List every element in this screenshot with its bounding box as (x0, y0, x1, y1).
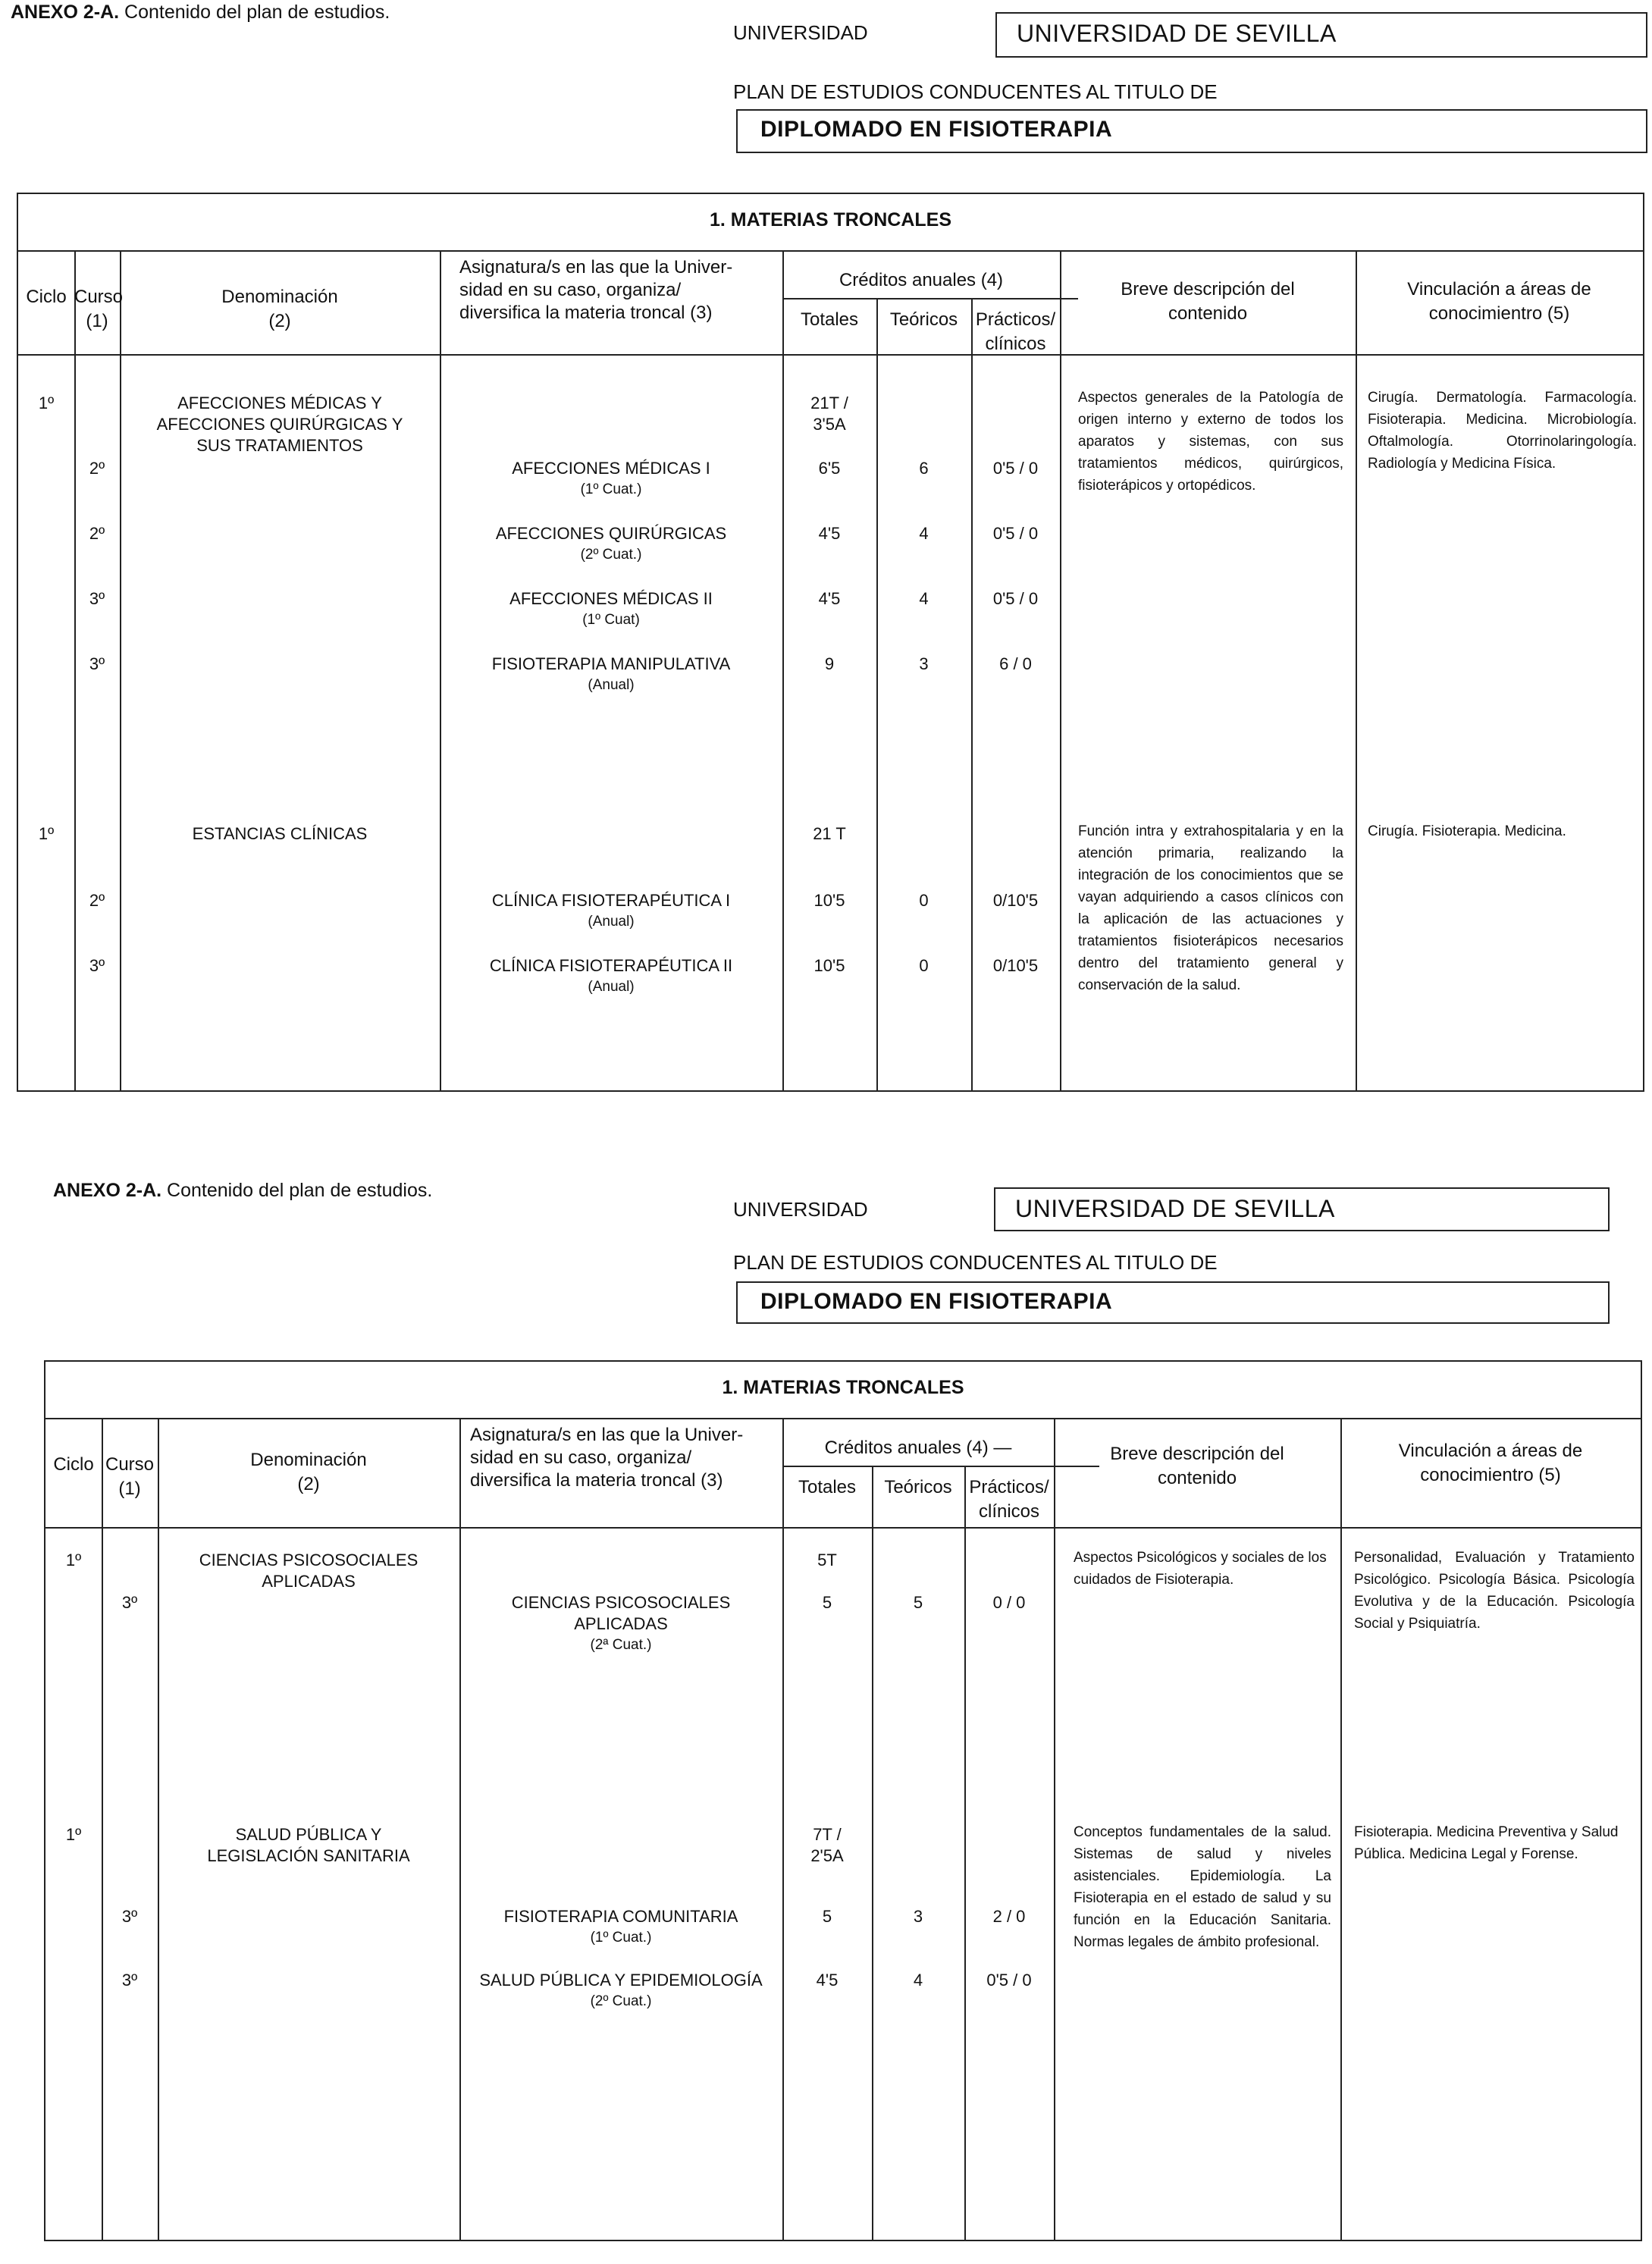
header-breve-line: Breve descripción del (1110, 1444, 1284, 1464)
row-practicos: 0'5 / 0 (992, 459, 1039, 478)
row-asignatura (440, 955, 782, 998)
header-asignatura-line: diversifica la materia troncal (3) (459, 303, 713, 323)
header-asignatura-line: Asignatura/s en las que la Univer- (459, 257, 733, 278)
universidad-label: UNIVERSIDAD (733, 1198, 868, 1221)
row-asignatura (440, 458, 782, 500)
group-totales (782, 823, 876, 845)
header-curso-label: Curso (105, 1454, 155, 1475)
header-asignatura-line: sidad en su caso, organiza/ (459, 280, 682, 300)
header-vinculacion (1340, 1439, 1641, 1488)
asignatura-name: AFECCIONES QUIRÚRGICAS (495, 524, 727, 543)
row-asignatura (459, 1970, 782, 2012)
group-vinculacion: Fisioterapia. Medicina Preventiva y Salud Pública. Medicina Legal y Forense. (1354, 1824, 1619, 1862)
row-teoricos: 4 (919, 589, 929, 608)
header-breve (1060, 278, 1356, 326)
row-teoricos: 3 (919, 654, 929, 673)
row-asignatura (440, 654, 782, 696)
header-vinculacion-line: conocimientro (5) (1428, 303, 1570, 324)
header-denominacion-note: (2) (268, 311, 291, 331)
header-denominacion (120, 285, 440, 334)
row-totales: 4'5 (818, 589, 841, 608)
group-totales (782, 393, 876, 435)
group-denominacion (120, 823, 440, 845)
header-denominacion-label: Denominación (250, 1450, 367, 1470)
denominacion-line: AFECCIONES QUIRÚRGICAS Y (156, 415, 403, 434)
header-curso-note: (1) (118, 1478, 141, 1499)
row-asignatura (440, 588, 782, 631)
anexo-label: ANEXO 2-A. (53, 1180, 162, 1201)
row-curso: 2º (89, 891, 105, 910)
asignatura-name: CLÍNICA FISIOTERAPÉUTICA I (491, 891, 731, 910)
header-practicos-line: clínicos (978, 1501, 1040, 1522)
asignatura-name: FISIOTERAPIA COMUNITARIA (503, 1907, 738, 1926)
group-descripcion: Función intra y extrahospitalaria y en la atención primaria, realizando la integración de los conocimientos que se vayan adquiriendo a casos clínicos con la aplicación de las actuaciones y tratamientos fisioterápicos necesarios dentro del tratamiento general y conservación de la salud. (1078, 823, 1343, 993)
header-totales: Totales (798, 1477, 857, 1497)
row-teoricos: 4 (919, 524, 929, 543)
header-denominacion-label: Denominación (221, 287, 338, 307)
header-breve-line: Breve descripción del (1121, 279, 1295, 299)
asignatura-name: CLÍNICA FISIOTERAPÉUTICA II (489, 956, 733, 975)
header-breve-line: contenido (1168, 303, 1248, 324)
group-totales (782, 1824, 872, 1867)
row-teoricos: 4 (913, 1971, 923, 1990)
plan-label: PLAN DE ESTUDIOS CONDUCENTES AL TITULO DE (733, 80, 1218, 103)
asignatura-periodo: (Anual) (588, 677, 635, 693)
row-asignatura (459, 1906, 782, 1949)
totales-line: 2'5A (810, 1846, 844, 1865)
asignatura-periodo: (1º Cuat) (582, 612, 640, 628)
header-asignatura-line: Asignatura/s en las que la Univer- (470, 1425, 744, 1445)
header-breve-line: contenido (1157, 1468, 1237, 1488)
materias-table (44, 1360, 1642, 2241)
row-teoricos: 5 (913, 1593, 923, 1612)
asignatura-periodo: (Anual) (588, 979, 635, 995)
totales-line: 3'5A (813, 415, 846, 434)
materias-table (17, 193, 1644, 1092)
asignatura-name: AFECCIONES MÉDICAS II (509, 589, 713, 608)
group-vinculacion: Personalidad, Evaluación y Tratamiento Psicológico. Psicología Básica. Psicología Evolutiva y de la Educación. Psicología Social y Psiquiatría. (1354, 1550, 1635, 1632)
asignatura-periodo: (Anual) (588, 914, 635, 930)
group-denominacion (120, 393, 440, 456)
header-curso (102, 1453, 158, 1501)
row-teoricos: 3 (913, 1907, 923, 1926)
row-practicos: 0 / 0 (992, 1593, 1026, 1612)
asignatura-name: FISIOTERAPIA MANIPULATIVA (491, 654, 731, 673)
universidad-box: UNIVERSIDAD DE SEVILLA (995, 12, 1647, 58)
header-curso (74, 285, 124, 334)
header-asignatura (459, 256, 778, 325)
titulo-box: DIPLOMADO EN FISIOTERAPIA (736, 1281, 1610, 1324)
denominacion-line: ESTANCIAS CLÍNICAS (192, 824, 368, 843)
header-totales: Totales (800, 309, 859, 330)
anexo-title (11, 2, 390, 24)
row-curso: 3º (121, 1971, 138, 1990)
row-curso: 3º (89, 654, 105, 673)
row-totales: 4'5 (816, 1971, 839, 1990)
asignatura-name: CIENCIAS PSICOSOCIALES (511, 1593, 731, 1612)
header-practicos (964, 1475, 1054, 1524)
header-creditos: Créditos anuales (4) (839, 270, 1004, 290)
anexo-subtitle: Contenido del plan de estudios. (167, 1180, 433, 1201)
anexo-label: ANEXO 2-A. (11, 2, 120, 23)
asignatura-periodo: (2º Cuat.) (580, 547, 642, 563)
row-totales: 9 (824, 654, 835, 673)
group-vinculacion: Cirugía. Fisioterapia. Medicina. (1368, 823, 1566, 839)
totales-line: 7T / (813, 1825, 842, 1844)
row-totales: 5 (822, 1907, 832, 1926)
row-practicos: 0'5 / 0 (992, 524, 1039, 543)
row-practicos: 0'5 / 0 (992, 589, 1039, 608)
group-descripcion: Aspectos generales de la Patología de origen interno y externo de todos los aparatos y sistemas, con sus tratamientos médicos, quirúrgicos, fisioterápicos y ortopédicos. (1078, 390, 1343, 494)
totales-line: 21 T (813, 824, 846, 843)
row-teoricos: 6 (919, 459, 929, 478)
group-ciclo: 1º (65, 1825, 82, 1844)
row-practicos: 0'5 / 0 (986, 1971, 1032, 1990)
group-vinculacion: Cirugía. Dermatología. Farmacología. Fisioterapia. Medicina. Microbiología. Oftalmología. Otorrinolaringología. Radiología y Medicina Física. (1368, 390, 1637, 472)
header-practicos-line: Prácticos/ (975, 309, 1056, 330)
group-denominacion (158, 1550, 459, 1592)
denominacion-line: SUS TRATAMIENTOS (196, 436, 363, 455)
denominacion-line: SALUD PÚBLICA Y (235, 1825, 382, 1844)
header-vinculacion-line: Vinculación a áreas de (1407, 279, 1591, 299)
header-breve (1054, 1442, 1340, 1491)
header-denominacion-note: (2) (297, 1474, 320, 1494)
row-asignatura (459, 1592, 782, 1656)
row-curso: 3º (121, 1593, 138, 1612)
row-totales: 6'5 (818, 459, 841, 478)
row-totales: 10'5 (813, 891, 845, 910)
header-curso-note: (1) (86, 311, 108, 331)
row-curso: 3º (89, 589, 105, 608)
row-totales: 5 (822, 1593, 832, 1612)
header-ciclo: Ciclo (26, 287, 67, 307)
asignatura-name-line2: APLICADAS (574, 1614, 668, 1633)
header-practicos-line: clínicos (985, 334, 1046, 354)
header-denominacion (158, 1448, 459, 1497)
group-descripcion: Aspectos Psicológicos y sociales de los cuidados de Fisioterapia. (1074, 1550, 1327, 1588)
asignatura-periodo: (1º Cuat.) (580, 481, 642, 497)
row-curso: 3º (121, 1907, 138, 1926)
header-asignatura-line: sidad en su caso, organiza/ (470, 1447, 692, 1468)
group-denominacion (158, 1824, 459, 1867)
totales-line: 5T (817, 1551, 837, 1569)
header-asignatura-line: diversifica la materia troncal (3) (470, 1470, 723, 1491)
group-descripcion: Conceptos fundamentales de la salud. Sistemas de salud y niveles asistenciales. Epidemiología. La Fisioterapia en el estado de salud y su función en la Educación Sanitaria. Normas legales de ámbito profesional. (1074, 1824, 1331, 1950)
anexo-title (53, 1180, 432, 1202)
header-teoricos: Teóricos (889, 309, 958, 330)
header-practicos-line: Prácticos/ (969, 1477, 1049, 1497)
universidad-label: UNIVERSIDAD (733, 21, 868, 44)
header-teoricos: Teóricos (884, 1477, 952, 1497)
header-creditos: Créditos anuales (4) — (824, 1438, 1012, 1458)
header-vinculacion (1356, 278, 1643, 326)
header-vinculacion-line: conocimientro (5) (1420, 1465, 1561, 1485)
header-asignatura (470, 1424, 781, 1492)
group-ciclo: 1º (65, 1551, 82, 1569)
header-curso-label: Curso (74, 287, 124, 307)
row-asignatura (440, 890, 782, 933)
header-ciclo: Ciclo (53, 1454, 94, 1475)
header-vinculacion-line: Vinculación a áreas de (1398, 1441, 1583, 1461)
row-curso: 2º (89, 459, 105, 478)
table-title: 1. MATERIAS TRONCALES (722, 1377, 964, 1398)
row-totales: 4'5 (818, 524, 841, 543)
denominacion-line: LEGISLACIÓN SANITARIA (207, 1846, 410, 1865)
row-practicos: 6 / 0 (999, 654, 1032, 673)
asignatura-name: AFECCIONES MÉDICAS I (512, 459, 710, 478)
titulo-box: DIPLOMADO EN FISIOTERAPIA (736, 109, 1647, 153)
header-practicos (971, 308, 1060, 356)
row-teoricos: 0 (919, 956, 929, 975)
group-totales (782, 1550, 872, 1571)
denominacion-line: APLICADAS (262, 1572, 356, 1591)
asignatura-periodo: (2º Cuat.) (590, 1993, 652, 2009)
universidad-box: UNIVERSIDAD DE SEVILLA (994, 1187, 1610, 1231)
denominacion-line: CIENCIAS PSICOSOCIALES (199, 1551, 418, 1569)
row-asignatura (440, 523, 782, 566)
anexo-subtitle: Contenido del plan de estudios. (124, 2, 390, 23)
row-practicos: 2 / 0 (992, 1907, 1026, 1926)
asignatura-periodo: (1º Cuat.) (590, 1930, 652, 1946)
row-curso: 2º (89, 524, 105, 543)
row-practicos: 0/10'5 (992, 891, 1039, 910)
denominacion-line: AFECCIONES MÉDICAS Y (177, 394, 382, 412)
row-teoricos: 0 (919, 891, 929, 910)
plan-label: PLAN DE ESTUDIOS CONDUCENTES AL TITULO DE (733, 1251, 1218, 1274)
table-title: 1. MATERIAS TRONCALES (710, 209, 951, 230)
asignatura-periodo: (2ª Cuat.) (590, 1637, 652, 1653)
row-totales: 10'5 (813, 956, 845, 975)
row-curso: 3º (89, 956, 105, 975)
asignatura-name: SALUD PÚBLICA Y EPIDEMIOLOGÍA (479, 1971, 763, 1990)
row-practicos: 0/10'5 (992, 956, 1039, 975)
totales-line: 21T / (810, 394, 848, 412)
group-ciclo: 1º (38, 824, 55, 843)
group-ciclo: 1º (38, 394, 55, 412)
